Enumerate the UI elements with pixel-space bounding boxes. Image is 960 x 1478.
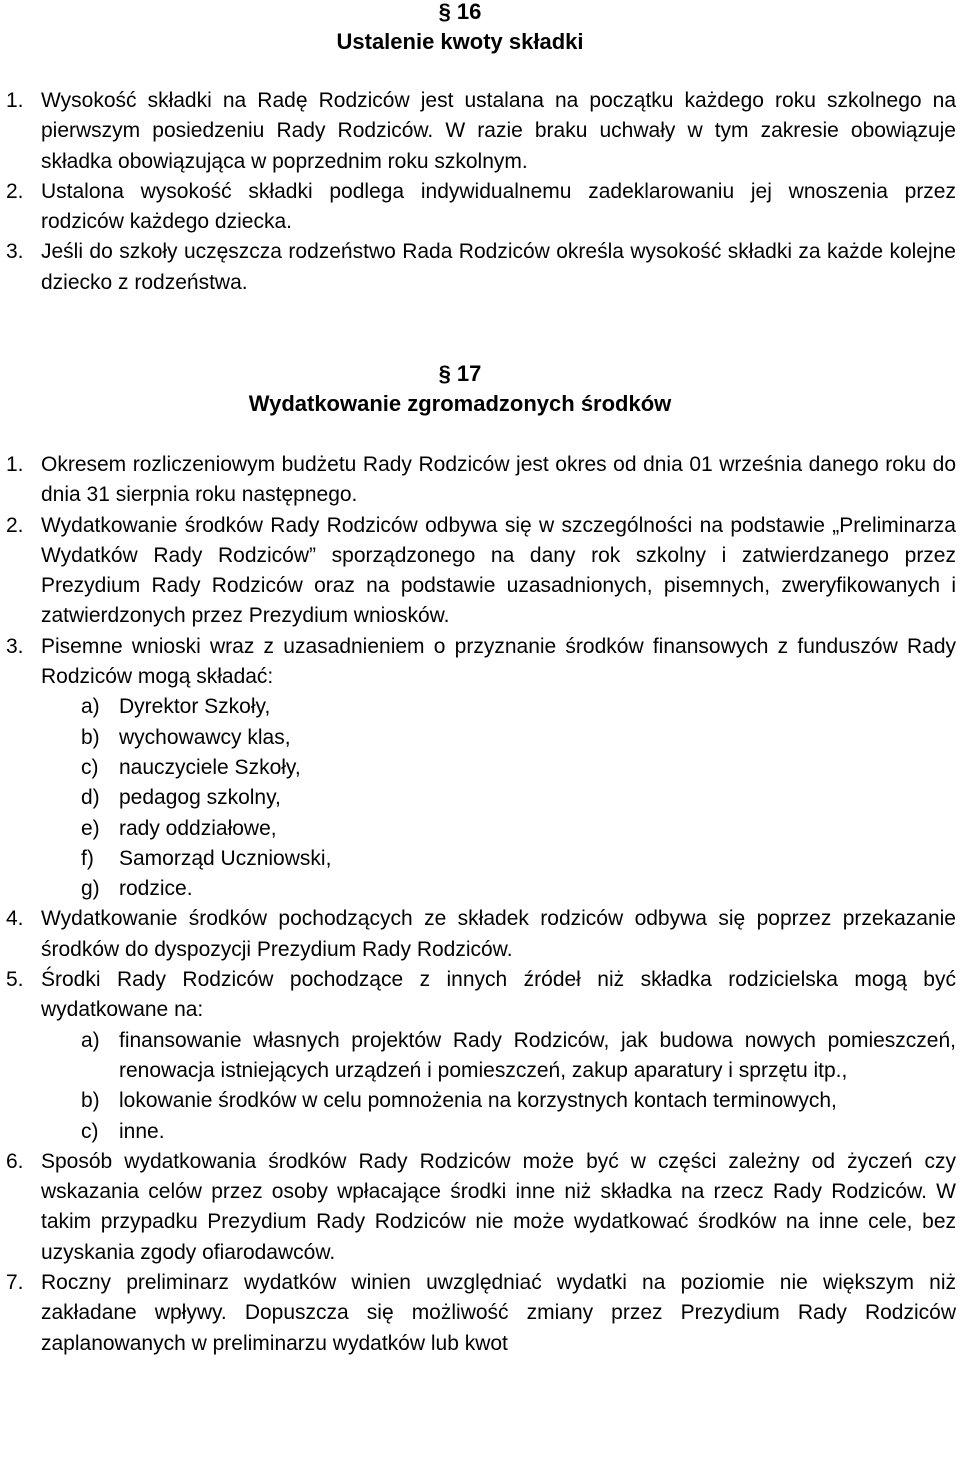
sub-item-letter: e) (81, 816, 100, 840)
item-text: Wysokość składki na Radę Rodziców jest ustalana na początku każdego roku szkolnego na pierwszym posiedzeniu Rady Rodziców. W razie braku uchwały w tym zakresie obowiązuje składka obowiązująca w poprzednim roku szkolnym. (41, 89, 956, 173)
item-text: Roczny preliminarz wydatków winien uwzględniać wydatki na poziomie nie większym niż zakładane wpływy. Dopuszcza się możliwość zmiany przez Prezydium Rady Rodziców zaplanowanych w preliminarzu wydatków lub kwot (41, 1271, 956, 1355)
sub-list (41, 1026, 956, 1147)
sub-list-item (41, 814, 956, 844)
sub-item-letter: b) (81, 725, 100, 749)
section-16-heading (0, 0, 920, 57)
item-number: 7. (6, 1271, 24, 1295)
item-text: Sposób wydatkowania środków Rady Rodziców może być w części zależny od życzeń czy wskazania celów przez osoby wpłacające środki inne niż składka na rzecz Rady Rodziców. W takim przypadku Prezydium Rady Rodziców nie może wydatkować środków na inne cele, bez uzyskania zgody ofiarodawców. (41, 1149, 956, 1264)
item-text: Jeśli do szkoły uczęszcza rodzeństwo Rada Rodziców określa wysokość składki za każde kolejne dziecko z rodzeństwa. (41, 240, 956, 294)
sub-item-letter: g) (81, 877, 100, 901)
sub-item-letter: f) (81, 846, 94, 870)
sub-list-item (41, 1026, 956, 1087)
list-item (6, 450, 956, 511)
list-item (6, 965, 956, 1147)
sub-item-letter: c) (81, 755, 99, 779)
sub-item-text: Dyrektor Szkoły, (119, 695, 271, 719)
sub-list-item (41, 1117, 956, 1147)
sub-list-item (41, 723, 956, 753)
item-number: 1. (6, 453, 24, 476)
list-item (6, 177, 956, 238)
sub-list-item (41, 844, 956, 874)
section-16-title: Ustalenie kwoty składki (336, 29, 584, 54)
item-text: Okresem rozliczeniowym budżetu Rady Rodziców jest okres od dnia 01 września danego roku do dnia 31 sierpnia roku następnego. (41, 453, 956, 507)
sub-list-item (41, 692, 956, 722)
list-item (6, 511, 956, 632)
item-number: 2. (6, 179, 24, 203)
item-number: 1. (6, 89, 24, 112)
item-number: 3. (6, 634, 24, 658)
list-item (6, 237, 956, 298)
section-17-heading (0, 359, 920, 419)
sub-item-text: wychowawcy klas, (119, 725, 291, 749)
sub-item-text: lokowanie środków w celu pomnożenia na korzystnych kontach terminowych, (119, 1089, 837, 1113)
list-item (6, 904, 956, 965)
item-number: 5. (6, 968, 24, 992)
sub-item-text: nauczyciele Szkoły, (119, 755, 301, 779)
item-number: 3. (6, 240, 24, 264)
sub-item-letter: d) (81, 786, 100, 810)
sub-list (41, 692, 956, 904)
item-number: 6. (6, 1149, 24, 1173)
sub-item-letter: b) (81, 1089, 100, 1113)
sub-item-text: rodzice. (119, 877, 193, 901)
sub-item-letter: a) (81, 695, 100, 719)
list-item (6, 1268, 956, 1359)
item-text: Ustalona wysokość składki podlega indywidualnemu zadeklarowaniu jej wnoszenia przez rodziców każdego dziecka. (41, 179, 956, 234)
sub-list-item (41, 1086, 956, 1116)
sub-list-item (41, 874, 956, 904)
item-text: Pisemne wnioski wraz z uzasadnieniem o przyznanie środków finansowych z funduszów Rady Rodziców mogą składać: (41, 634, 956, 689)
sub-item-text: pedagog szkolny, (119, 786, 281, 810)
sub-item-letter: a) (81, 1028, 100, 1052)
section-16-list (6, 86, 956, 298)
sub-item-text: inne. (119, 1119, 165, 1143)
section-16-symbol: § 16 (438, 0, 482, 24)
sub-item-text: finansowanie własnych projektów Rady Rodziców, jak budowa nowych pomieszczeń, renowacja istniejących urządzeń i pomieszczeń, zakup aparatury i sprzętu itp., (119, 1028, 956, 1082)
item-text: Środki Rady Rodziców pochodzące z innych źródeł niż składka rodzicielska mogą być wydatkowane na: (41, 968, 956, 1022)
section-17-title: Wydatkowanie zgromadzonych środków (248, 391, 672, 416)
item-number: 4. (6, 907, 24, 931)
list-item (6, 1147, 956, 1268)
sub-item-text: Samorząd Uczniowski, (119, 846, 332, 870)
section-17-list (6, 450, 956, 1359)
list-item (6, 632, 956, 905)
sub-item-text: rady oddziałowe, (119, 816, 277, 840)
list-item (6, 86, 956, 177)
sub-list-item (41, 783, 956, 813)
sub-item-letter: c) (81, 1119, 99, 1143)
item-text: Wydatkowanie środków Rady Rodziców odbywa się w szczególności na podstawie „Preliminarza Wydatków Rady Rodziców” sporządzonego na dany rok szkolny i zatwierdzanego przez Prezydium Rady Rodziców oraz na podstawie uzasadnionych, pisemnych, zweryfikowanych i zatwierdzonych przez Prezydium wniosków. (41, 513, 956, 628)
item-text: Wydatkowanie środków pochodzących ze składek rodziców odbywa się poprzez przekazanie środków do dyspozycji Prezydium Rady Rodziców. (41, 907, 956, 961)
section-17-symbol: § 17 (438, 361, 482, 386)
item-number: 2. (6, 513, 24, 537)
sub-list-item (41, 753, 956, 783)
